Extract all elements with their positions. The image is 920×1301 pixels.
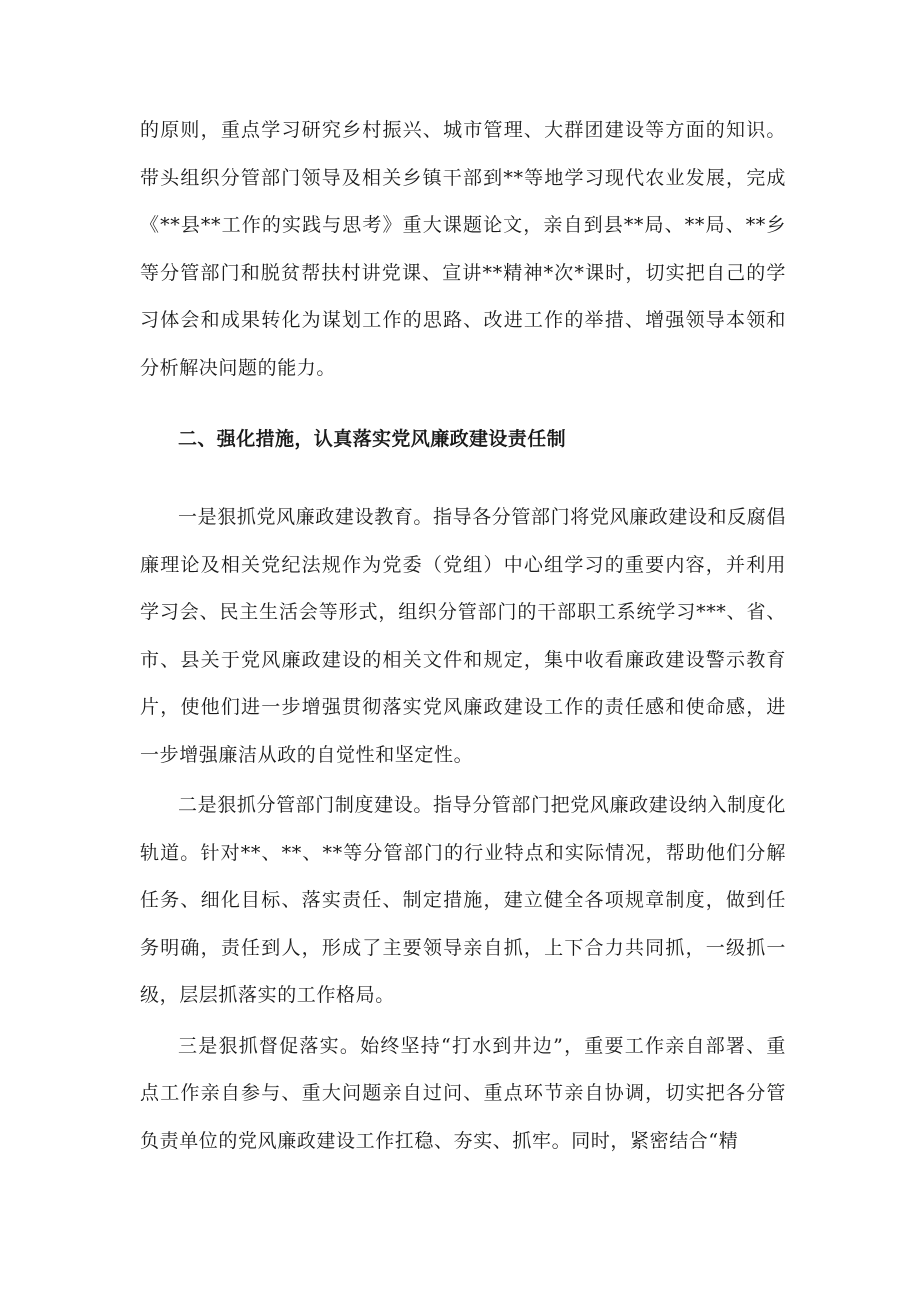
paragraph-supervision: 三是狠抓督促落实。始终坚持“打水到井边”，重要工作亲自部署、重点工作亲自参与、重大问题亲自过问、重点环节亲自协调，切实把各分管负责单位的党风廉政建设工作扛稳、夯实、抓牢。同时，紧密结合“精 (140, 1034, 786, 1152)
section-heading-container (140, 416, 786, 464)
paragraph-education: 一是狠抓党风廉政建设教育。指导各分管部门将党风廉政建设和反腐倡廉理论及相关党纪法规作为党委（党组）中心组学习的重要内容，并利用学习会、民主生活会等形式，组织分管部门的干部职工系统学习***、省、市、县关于党风廉政建设的相关文件和规定，集中收看廉政建设警示教育片，使他们进一步增强贯彻落实党风廉政建设工作的责任感和使命感，进一步增强廉洁从政的自觉性和坚定性。 (140, 506, 786, 766)
intro-paragraph: 的原则，重点学习研究乡村振兴、城市管理、大群团建设等方面的知识。带头组织分管部门领导及相关乡镇干部到**等地学习现代农业发展，完成《**县**工作的实践与思考》重大课题论文，亲自到县**局、**局、**乡等分管部门和脱贫帮扶村讲党课、宣讲**精神*次*课时，切实把自己的学习体会和成果转化为谋划工作的思路、改进工作的举措、增强领导本领和分析解决问题的能力。 (140, 119, 786, 379)
paragraph-system-building: 二是狠抓分管部门制度建设。指导分管部门把党风廉政建设纳入制度化轨道。针对**、**、**等分管部门的行业特点和实际情况，帮助他们分解任务、细化目标、落实责任、制定措施，建立健全各项规章制度，做到任务明确，责任到人，形成了主要领导亲自抓，上下合力共同抓，一级抓一级，层层抓落实的工作格局。 (140, 794, 786, 1006)
section-heading: 二、强化措施，认真落实党风廉政建设责任制 (178, 428, 567, 450)
body-section (140, 494, 786, 1165)
intro-section (140, 107, 786, 392)
